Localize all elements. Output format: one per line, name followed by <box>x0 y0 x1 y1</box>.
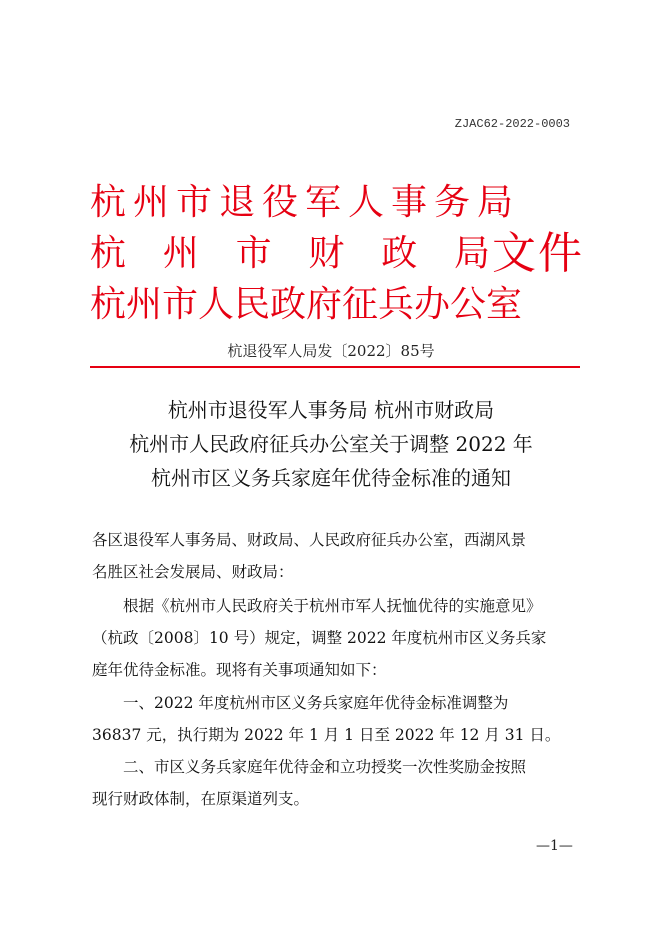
document-code: ZJAC62-2022-0003 <box>454 117 570 131</box>
issuer-char: 政 <box>381 233 418 274</box>
body-line-item-1-cont: 36837 元，执行期为 2022 年 1 月 1 日至 2022 年 12 月 31 日。 <box>92 726 561 744</box>
document-number: 杭退役军人局发〔2022〕85号 <box>227 342 435 360</box>
body-line-basis-end: 庭年优待金标准。现将有关事项通知如下： <box>92 661 387 679</box>
issuer-char: 财 <box>308 233 345 274</box>
title-line-3: 杭州市区义务兵家庭年优待金标准的通知 <box>151 466 511 490</box>
document-word: 文件 <box>492 228 584 279</box>
issuer-char: 州 <box>162 233 199 274</box>
issuer-char: 杭 <box>90 233 127 274</box>
issuer-line-finance-bureau <box>90 231 490 277</box>
title-line-2: 杭州市人民政府征兵办公室关于调整 2022 年 <box>129 432 533 456</box>
issuer-char: 市 <box>235 233 272 274</box>
body-line-item-2-cont: 现行财政体制，在原渠道列支。 <box>92 790 310 808</box>
body-line-basis: 根据《杭州市人民政府关于杭州市军人抚恤优待的实施意见》 <box>123 597 542 615</box>
title-line-1: 杭州市退役军人事务局 杭州市财政局 <box>167 398 495 422</box>
body-line-item-2: 二、市区义务兵家庭年优待金和立功授奖一次性奖励金按照 <box>123 758 527 776</box>
body-line-recipients: 各区退役军人事务局、财政局、人民政府征兵办公室，西湖风景 <box>92 531 527 549</box>
issuer-char: 局 <box>453 233 490 274</box>
issuer-line-conscription-office: 杭州市人民政府征兵办公室 <box>90 284 523 325</box>
body-line-basis-cont: （杭政〔2008〕10 号）规定，调整 2022 年度杭州市区义务兵家 <box>92 629 547 647</box>
red-divider-line <box>90 366 580 368</box>
issuer-line-veterans-bureau: 杭州市退役军人事务局 <box>90 182 521 223</box>
page-number: —1— <box>536 838 573 854</box>
body-line-item-1: 一、2022 年度杭州市区义务兵家庭年优待金标准调整为 <box>123 694 509 712</box>
body-line-recipients-cont: 名胜区社会发展局、财政局： <box>92 563 294 581</box>
